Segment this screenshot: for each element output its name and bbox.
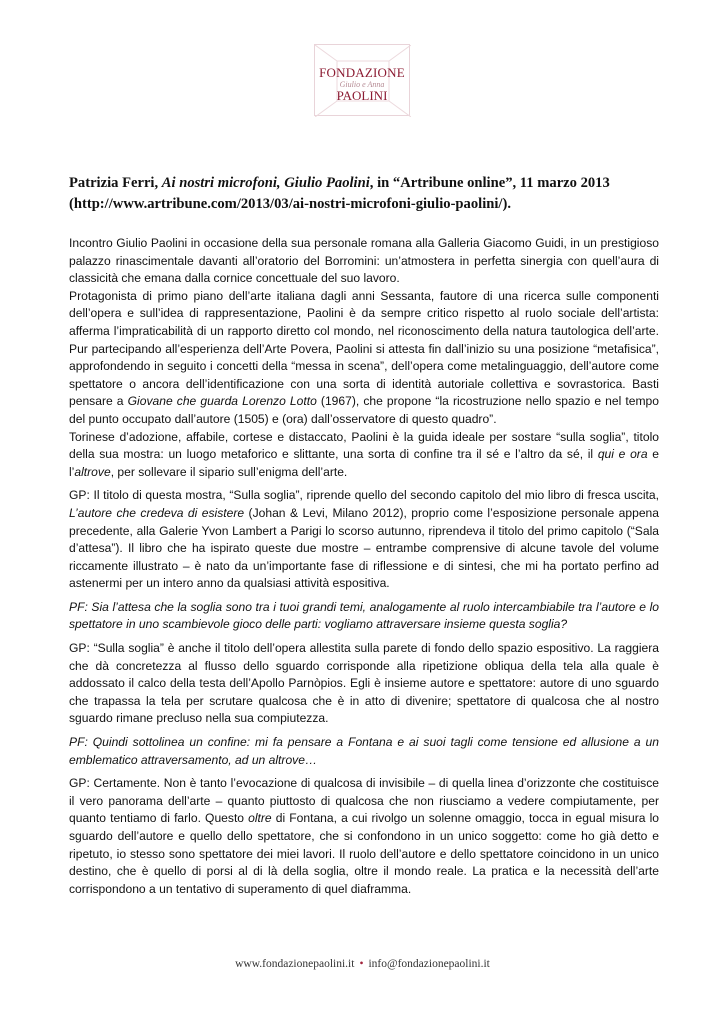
citation-author: Patrizia Ferri, — [69, 175, 162, 191]
logo-text-paolini: PAOLINI — [336, 88, 388, 103]
citation-source: , in “Artribune online”, 11 marzo 2013 (http://www.artribune.com/2013/03/ai-nostri-microfoni-giulio-paolini/). — [69, 175, 610, 212]
footer-email-link[interactable]: info@fondazionepaolini.it — [368, 958, 490, 970]
paragraph-text: , per sollevare il sipario sull’enigma dell’arte. — [110, 464, 348, 479]
paragraph-text: GP: Il titolo di questa mostra, “Sulla soglia”, riprende quello del secondo capitolo del mio libro di fresca uscita, — [69, 488, 659, 503]
paragraph-text: Protagonista di primo piano dell’arte italiana dagli anni Sessanta, fautore di una ricerca sulle componenti dell’opera e sull’idea di rappresentazione, Paolini è da sempre critico rispetto al ruolo sociale dell’artista: afferma l’impraticabilità di un rapporto diretto col mondo, nel riconoscimento della natura tautologica dell’arte. Pur partecipando all’esperienza dell’Arte Povera, Paolini si attesta fin dall’inizio su una posizione “metafisica”, approfondendo in seguito i concetti della “messa in scena”, dell’opera come metalinguaggio, dell’autore come spettatore o ancora dell’identificazione con una sorta di identità autoriale collettiva e sovrastorica. Basti pensare a — [69, 288, 659, 409]
paragraph-text: GP: Certamente. Non è tanto l’evocazione di qualcosa di invisibile – di quella linea d’orizzonte che costituisce il vero panorama dell’arte – quanto piuttosto di qualcosa che non riusciamo a vedere compiutamente, per quanto tentiamo di farlo. Questo — [69, 776, 659, 826]
footer-website-link[interactable]: www.fondazionepaolini.it — [235, 958, 355, 970]
emphasis-text: qui e ora — [597, 447, 648, 462]
foundation-logo — [314, 44, 410, 116]
paragraph-text: Torinese d’adozione, affabile, cortese e distaccato, Paolini è la guida ideale per sostare “sulla soglia”, titolo della sua mostra: un luogo metaforico e slittante, una sorta di confine tra il sé e l’altro da sé, il — [69, 429, 659, 462]
paragraph-intro — [69, 235, 659, 288]
paragraph-text: (Johan & Levi, Milano 2012), proprio come l’esposizione personale appena precedente, alla Galerie Yvon Lambert a Parigi lo scorso autunno, riprendeva il titolo del primo capitolo (“Sala d’attesa”). Il libro che ha ispirato queste due mostre – entrambe comprensive di alcune tavole del volume riccamente illustrato – è nato da un’importante fase di riflessione e di sintesi, che mi ha portato perfino ad astenermi per un intero anno da qualsiasi attività espositiva. — [69, 505, 659, 591]
page-footer — [0, 958, 725, 970]
emphasis-text: oltre — [248, 811, 272, 826]
paragraph-torinese — [69, 429, 659, 482]
paragraph-answer-2: GP: “Sulla soglia” è anche il titolo dell’opera allestita sulla parete di fondo dello spazio espositivo. La raggiera che dà concretezza al flusso dello sguardo corrisponde alla ripetizione obliqua della tela alla quale è addossato il calco della testa dell’Apollo Parnòpios. Egli è insieme autore e spettatore: autore di uno sguardo che trapassa la tela per scrutare qualcosa che è in atto di divenire; spettatore di qualcosa che al nostro sguardo rimane precluso nella sua compiutezza. — [69, 641, 659, 726]
paragraph-text: e l’ — [69, 447, 659, 479]
artwork-title: Giovane che guarda Lorenzo Lotto — [127, 394, 317, 409]
paragraph-answer-3 — [69, 775, 659, 898]
paragraph-question-2: PF: Quindi sottolinea un confine: mi fa pensare a Fontana e ai suoi tagli come tensione ed allusione a un emblematico attraversamento, ad un altrove… — [69, 735, 659, 767]
paragraph-protagonista — [69, 288, 659, 429]
paragraph-text: di Fontana, a cui rivolgo un solenne omaggio, tocca in egual misura lo sguardo dell’autore e quello dello spettatore, che si confondono in un unico soggetto: come ho già detto e ripetuto, io stesso sono spettatore dei miei lavori. Il ruolo dell’autore e dello spettatore coincidono in un unico destino, che è quello di porsi al di là della soglia, oltre il mondo reale. La pratica e la necessità dell’arte corrispondono a un tentativo di superamento di quel diaframma. — [69, 811, 659, 896]
article-body — [69, 235, 659, 898]
logo-script-text: Giulio e Anna — [339, 80, 385, 89]
paragraph-text: (1967), che propone “la ricostruzione nello spazio e nel tempo del punto occupato dall’autore (1505) e (ora) dall’osservatore di questo quadro”. — [69, 394, 659, 426]
footer-separator: • — [359, 958, 364, 970]
citation-title: Ai nostri microfoni, Giulio Paolini — [161, 175, 370, 191]
logo-text-fondazione: FONDAZIONE — [319, 65, 405, 80]
paragraph-answer-1 — [69, 487, 659, 593]
book-title: L’autore che credeva di esistere — [69, 505, 245, 520]
paragraph-text: Incontro Giulio Paolini in occasione della sua personale romana alla Galleria Giacomo Guidi, in un prestigioso palazzo rinascimentale davanti all’oratorio del Borromini: un’atmostera in perfetta sinergia con quell’aura di classicità che emana dalla cornice concettuale del suo lavoro. — [69, 236, 659, 286]
emphasis-text: altrove — [74, 464, 111, 479]
paragraph-question-1: PF: Sia l’attesa che la soglia sono tra i tuoi grandi temi, analogamente al ruolo intercambiabile tra l’autore e lo spettatore in uno scambievole gioco delle parti: vogliamo attraversare insieme questa soglia? — [69, 599, 659, 632]
article-citation-heading — [69, 173, 659, 215]
